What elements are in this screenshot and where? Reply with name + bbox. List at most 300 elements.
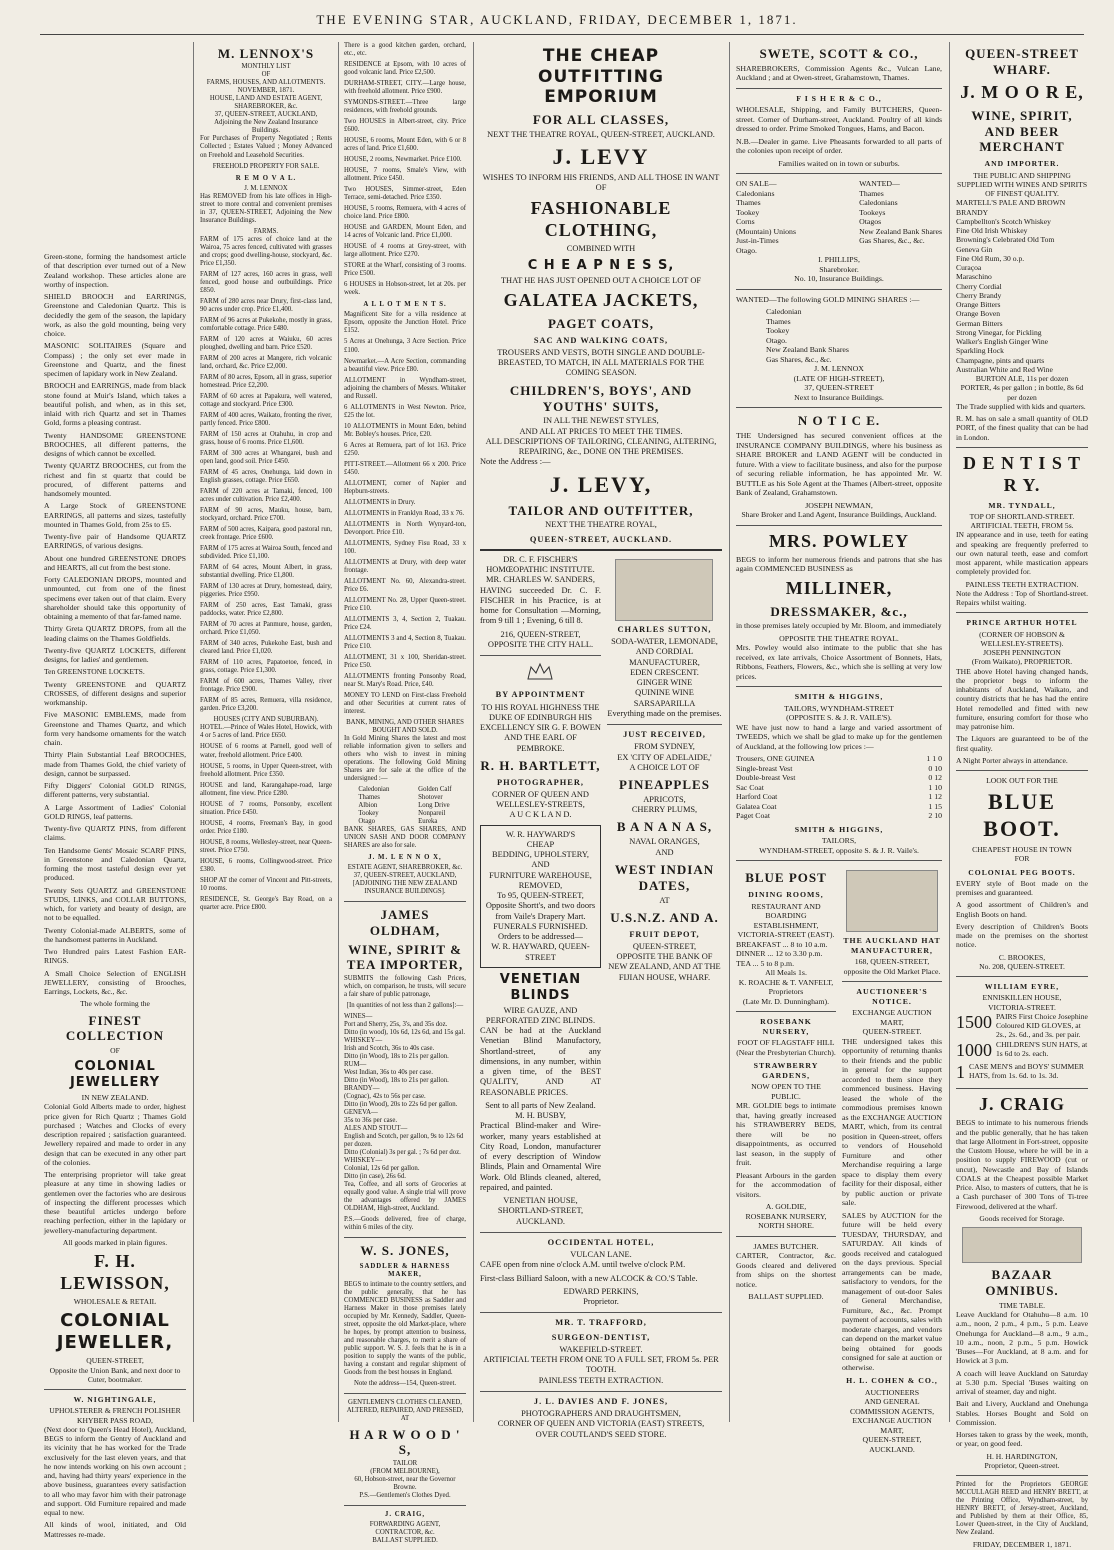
funerals-text: FUNERALS FURNISHED. [493, 921, 588, 931]
wakefield-text: WAKEFIELD-STREET. [559, 1344, 643, 1354]
exch-qs-text: QUEEN-STREET. [862, 1027, 922, 1037]
paget-heading: PAGET COATS, [548, 315, 654, 331]
sanders-addr: 216, QUEEN-STREET, [500, 629, 581, 639]
bank-text: In Gold Mining Shares the latest and most reliable information given to sellers and others who wish to invest in mining operations. The following Gold Mining Shares are for sale at the office of the undersigned :— [344, 735, 466, 783]
bait-text: Bait and Livery, Auckland and Onehunga Stables. Horses Bought and Sold on Commission. [956, 1399, 1088, 1427]
spirit-item: Sparkling Hock [956, 346, 1004, 356]
for-text: FOR [1014, 854, 1030, 864]
burton-text: BURTON ALE, 11s per dozen [975, 374, 1069, 383]
oldham-name: JAMES OLDHAM, [369, 907, 441, 938]
venetian-heading: VENETIAN BLINDS [499, 971, 582, 1003]
shortland-text: SHORTLAND-STREET, AUCKLAND. [497, 1206, 584, 1226]
price-row [736, 783, 942, 793]
liquors-text: The Liquors are guaranteed to be of the first quality. [956, 734, 1088, 753]
allotment-listing: ALLOTMENT, 31 x 100, Sheridan-street. Price £50. [344, 654, 466, 670]
column-5 [732, 42, 946, 1454]
divider [956, 770, 1088, 771]
allotments-heading: A L L O T M E N T S. [363, 301, 447, 309]
sarsa-text: SARSAPARILLA [633, 698, 696, 708]
moore-name: J. M O O R E, [960, 81, 1084, 102]
spirit-item: MARTELL'S PALE AND BROWN BRANDY [956, 198, 1066, 217]
timetable-text: TIME TABLE. [998, 1300, 1046, 1310]
spirit-item: Strong Vinegar, for Pickling [956, 327, 1042, 337]
colonial-heading: COLONIAL PEG BOOTS. [968, 867, 1076, 877]
choice-text: A CHOICE LOT OF [629, 762, 700, 772]
jewellery-item: Twenty-five QUARTZ LOCKETS, different designs, for ladies' and gentlemen. [44, 645, 186, 664]
monthly-list: MONTHLY LIST [241, 63, 291, 71]
cheapness-heading: C H E A P N E S S, [527, 257, 675, 273]
farm-listing: FARM of 60 acres at Papakura, well watered, cottage and stockyard. Price £300. [200, 392, 332, 408]
price-value: 1 1 0 [926, 754, 942, 764]
billiard-text: First-class Billiard Saloon, with a new ALCOCK & CO.'S Table. [480, 1273, 698, 1283]
allotment-listing: ALLOTMENTS at Drury, with deep water frontage. [344, 558, 466, 574]
sale-item: Corns [736, 217, 755, 227]
busby-text: Practical Blind-maker and Wire-worker, many years established at City Road, London, manufacturer of every description of Window Blinds, Plain and Ornamental Wire Work. Old Blinds cleaned, altered, repaired, and painted. [480, 1121, 601, 1192]
house-listing: HOUSE, 5 rooms, in Upper Queen-street, with freehold allotment. Price £350. [200, 762, 332, 778]
bedding-text: BEDDING, UPHOLSTERY, [492, 850, 589, 860]
farm-listing: FARM of 250 acres, East Tamaki, grass paddocks, water. Price £2,800. [200, 602, 332, 618]
painless-text: PAINLESS TEETH EXTRACTION. [538, 1375, 664, 1385]
printed-text: Printed for the Proprietors GEORGE MCCULLAGH REED and HENRY BRETT, at the Printing Office, Wyndham-street, by HENRY BRETT, of Jersey-street, Auckland, and Published by them at their Office, 85, Lower Queen-street, in the City of Auckland, New Zealand. [956, 1481, 1088, 1537]
storage-text: Goods received for Storage. [979, 1213, 1065, 1223]
families-text: Families waited on in town or suburbs. [778, 158, 900, 168]
trafford-name: MR. T. TRAFFORD, [555, 1318, 647, 1328]
fisher-name: F I S H E R & C O., [796, 93, 882, 103]
wanted2-text: WANTED—The following GOLD MINING SHARES :— [736, 294, 920, 304]
nightingale-name: W. NIGHTINGALE, [73, 1395, 157, 1404]
allotment-listing: ALLOTMENTS in North Wynyard-ton, Devonport. Price £10. [344, 520, 466, 536]
mattresses-text: All kinds of wool, initiated, and Old Mattresses re-made. [44, 1520, 186, 1539]
corner-text: CORNER OF QUEEN AND VICTORIA (EAST) STREETS, [497, 1419, 705, 1429]
presby-text: (Near the Presbyterian Church). [736, 1047, 836, 1057]
jewellery-item: Ten Handsome Gents' Mosaic SCARF PINS, in Greenstone and Caledonian Quartz, forming the most tasteful design ever yet produced. [44, 845, 186, 883]
farms-heading: FARMS. [253, 227, 279, 235]
rosebank2-text: ROSEBANK NURSERY, [745, 1211, 827, 1221]
theatre-text: NEXT THE THEATRE ROYAL, [545, 520, 657, 530]
intro-text: Green-stone, forming the handsomest article of that description ever turned out of a New Zealand workshop. These articles alone are worthy of inspection. [44, 252, 186, 289]
allotment-listings [344, 311, 466, 689]
jewellery-item: A Small Choice Selection of ENGLISH JEWELLERY, consisting of Brooches, Earrings, Lockets, &c., &c. [44, 968, 186, 996]
shares-right [418, 786, 451, 826]
appointment-heading: BY APPOINTMENT [495, 690, 586, 700]
public-text: THE PUBLIC AND SHIPPING SUPPLIED WITH WINES AND SPIRITS OF FINEST QUALITY. [956, 170, 1088, 198]
divider [344, 901, 466, 902]
spirits-list [956, 198, 1088, 374]
saddler-heading: SADDLER & HARNESS MAKER, [359, 1262, 451, 1278]
column-4 [476, 42, 726, 1439]
shares-list [344, 786, 466, 826]
goldie-name: A. GOLDIE, [765, 1202, 807, 1212]
sale-item: Just-in-Times [736, 236, 779, 246]
arbours-text: Pleasant Arbours in the garden for the accommodation of visitors. [736, 1170, 836, 1199]
spirit-item: Australian White and Red Wine [956, 364, 1053, 374]
allotment-listing: ALLOTMENT No. 60, Alexandra-street. Price £6. [344, 577, 466, 593]
horses-text: Horses taken to grass by the week, month, or year, on good feed. [956, 1430, 1088, 1449]
spirit-item: Orange Boven [956, 309, 1001, 319]
divider [736, 686, 942, 687]
on-sale-heading: ON SALE— [736, 179, 777, 189]
column-3 [340, 42, 470, 1544]
divider [842, 981, 942, 982]
tyndall-name: MR. TYNDALL, [988, 500, 1056, 510]
share-item: Shotover [418, 794, 443, 802]
city-hall: OPPOSITE THE CITY HALL. [487, 639, 594, 649]
plain-figures-text: All goods marked in plain figures. [62, 1237, 168, 1247]
price-value: 1 12 [928, 792, 942, 802]
price-value: 0 10 [928, 763, 942, 773]
restaurant-text: RESTAURANT AND BOARDING [751, 901, 821, 921]
price-line: (Cognac), 42s to 56s per case. [344, 1092, 426, 1100]
allotment-listing: ALLOTMENTS 3, 4, Section 2, Tuakau. Price £24. [344, 615, 466, 631]
farm-listing: FARM of 280 acres near Drury, first-class land, 90 acres under crop. Price £1,400. [200, 297, 332, 313]
farm-listing: FARM of 80 acres, Epsom, all in grass, superior homestead. Price £2,200. [200, 373, 332, 389]
price-line: Ditto (in Wood), 18s to 21s per gallon. [344, 1076, 449, 1084]
lookout-text: LOOK OUT FOR THE [986, 776, 1058, 786]
cafe-text: CAFE open from nine o'clock A.M. until twelve o'clock P.M. [480, 1260, 686, 1270]
usnz-heading: U.S.N.Z. AND A. [610, 909, 719, 925]
share-item: Eureka [418, 818, 438, 826]
price-value: 2 10 [928, 811, 942, 821]
note-text: Note the Address :— [480, 457, 551, 467]
divider [480, 1232, 722, 1233]
ps-text: P.S.—Gentlemen's Clothes Dyed. [359, 1491, 451, 1499]
jewellery-item: Five MASONIC EMBLEMS, made from Greenstone and Thames Quartz, and which form very handsome ornaments for the watch chain. [44, 710, 186, 747]
wholesale-text: WHOLESALE & RETAIL [73, 1297, 157, 1307]
auct-text: THE undersigned takes this opportunity of returning thanks to their friends and the public in general for the support accorded to them since they commenced business. Having leased the whole of the commodious premises known as the EXCHANGE AUCTION MART, which, from its central position in Queen-street, offers to vendors of Household Furniture and other Merchandise requiring a large space to display them every facility for their disposal, either by public auction or private sale. [842, 1036, 942, 1208]
price-line: Port and Sherry, 25s, 3's, and 35s doz. [344, 1020, 448, 1028]
farm-listing: FARM of 120 acres at Waiuku, 60 acres ploughed, dwelling and barn. Price £520. [200, 335, 332, 351]
meal-time: BREAKFAST ... 8 to 10 a.m. [736, 939, 828, 949]
saddler-note: Note the address—154, Queen-street. [353, 1379, 457, 1387]
property-listing: HOUSE and GARDEN, Mount Eden, and 14 acres of Volcanic land. Price £1,000. [344, 224, 466, 240]
farm-listing: FARM of 300 acres at Whangarei, bush and open land, good soil. Price £450. [200, 450, 332, 466]
apricots-text: APRICOTS, [643, 794, 686, 804]
coutland-text: OVER COUTLAND'S SEED STORE. [535, 1429, 667, 1439]
tailors2-text: TAILORS, [821, 836, 857, 846]
farm-listings [200, 236, 332, 714]
insurance-text: No. 10, Insurance Buildings. [794, 274, 884, 284]
orders-text: Orders to be addressed— [498, 932, 583, 942]
colonial-text: Colonial Gold Alberts made to order, highest price given for Rich Quartz ; Thames Gold purchased ; Watches and Clocks of every description repaired ; satisfaction guaranteed. Jewellery repaired and made to order in any design that can be executed in any other part of the colonies. [44, 1102, 186, 1167]
late-text: (LATE OF HIGH-STREET), [793, 373, 885, 383]
jewellery-item: Twenty QUARTZ BROOCHES, cut from the richest and fin st quartz that could be procured, of different patterns and handsomely mounted. [44, 461, 186, 498]
coach-text: A coach will leave Auckland on Saturday at 5.30 p.m. Special 'Buses waiting on arrival of steamer, day and night. [956, 1368, 1088, 1397]
ballast-text: BALLAST SUPPLIED. [748, 1292, 824, 1302]
price-item: Harford Coat [736, 792, 778, 802]
column-6 [952, 42, 1092, 1550]
tailoring-text: ALL DESCRIPTIONS OF TAILORING, CLEANING, ALTERING, REPAIRING, &c., DONE ON THE PREMISES. [485, 436, 717, 457]
fisher-text: WHOLESALE, Shipping, and Family BUTCHERS, Queen-street. Corner of Durham-street, Auckland. Poultry of all kinds dressed to order. Prime Smoked Tongues, Hams, and Bacon. [736, 105, 942, 134]
craig-name: J. CRAIG [978, 1094, 1065, 1115]
crest-icon [480, 661, 601, 686]
dining-heading: DINING ROOMS, [748, 890, 824, 900]
tailors-text: TAILORS, WYNDHAM-STREET [784, 703, 894, 713]
hayward-box [480, 825, 601, 968]
column-divider [193, 42, 194, 1422]
divider [344, 1505, 466, 1506]
price-row [736, 811, 942, 821]
oldham-text: SUBMITS the following Cash Prices, which, on comparison, he trusts, will secure a fair share of public patronage, [344, 974, 466, 998]
milliner-heading: MILLINER, [785, 577, 893, 598]
adjoining-text: Adjoining the New Zealand Insurance Buildings. [214, 119, 318, 135]
wyndham-text: WYNDHAM-STREET, opposite S. & J. R. Vaile's. [759, 845, 919, 855]
lewisson-name: F. H. LEWISSON, [60, 1251, 170, 1294]
jmlennox-name: J. M. LENNOX [814, 364, 864, 374]
cherry-text: CHERRY PLUMS, [631, 805, 698, 815]
wanted2-item: Otago. [766, 335, 788, 345]
price-line: Colonial, 12s 6d per gallon. [344, 1165, 420, 1173]
galatea-heading: GALATEA JACKETS, [503, 289, 699, 310]
hobson-text: 60, Hobson-street, near the Governor Browne. [354, 1475, 456, 1491]
allotment-listing: Newmarket.—A Acre Section, commanding a beautiful view. Price £80. [344, 357, 466, 373]
november: NOVEMBER, 1871. [237, 87, 295, 95]
house-listing: HOUSE, 4 rooms, Freeman's Bay, in good order. Price £180. [200, 819, 332, 835]
column-2 [196, 42, 336, 1422]
victoria-text: VICTORIA-STREET (EAST). [737, 930, 835, 940]
hatmfr-heading: THE AUCKLAND HAT MANUFACTURER, [843, 936, 941, 955]
nextins-text: Next to Insurance Buildings. [794, 392, 884, 402]
sale-item: Otago. [736, 245, 758, 255]
colonial-heading: COLONIAL JEWELLERY [69, 1059, 161, 1091]
wanted-item: Gas Shares, &c., &c. [859, 236, 925, 246]
trade-text: The Trade supplied with kids and quarters. [956, 401, 1086, 411]
divider [736, 1011, 836, 1012]
sales-text: SALES by AUCTION for the future will be held every TUESDAY, THURSDAY, and SATURDAY. All kinds of goods received and catalogued on the days previous. Special arrangements can be made, satisfactory to vendors, for the management of out-door Sales of General Merchandise, Furniture, &c., &c. Prompt payment of accounts, sales with moderate charges, and vendors can depend on the market value being obtained for goods consigned for sale at auction or otherwise. [842, 1210, 942, 1372]
wanted-list [859, 179, 942, 255]
cheap-text: CHEAP [526, 839, 555, 849]
venetian-text: CAN be had at the Auckland Venetian Blind Manufactory, Shortland-street, of any dimensions, in any number, within a given time, of the BEST QUALITY, AND AT REASONABLE PRICES. [480, 1026, 601, 1097]
wid-heading: WEST INDIAN DATES, [614, 861, 715, 893]
divider [480, 655, 601, 656]
teeth-text: ARTIFICIAL TEETH FROM ONE TO A FULL SET, FROM 5s. PER TOOTH. [483, 1355, 719, 1375]
hats-text: CHILDREN'S SUN HATS, at 1s 6d to 2s. each. [996, 1039, 1088, 1058]
property-listing: SYMONDS-STREET.—Three large residences, with freehold grounds. [344, 99, 466, 115]
price-item: Single-breast Vest [736, 763, 793, 773]
spirit-item: Fine Old Irish Whiskey [956, 226, 1028, 235]
rosebank-heading: ROSEBANK NURSERY, [760, 1017, 812, 1036]
importer-heading: AND IMPORTER. [984, 159, 1060, 169]
share-item: Nonpareil [418, 810, 446, 818]
furniture-text: FURNITURE WAREHOUSE, [489, 870, 592, 880]
jewellery-item: Twenty Colonial-made ALBERTS, some of the handsomest patterns in Auckland. [44, 925, 186, 944]
forwarding-text: FORWARDING AGENT, [369, 1520, 441, 1528]
farm-listing: FARM of 90 acres, Mauku, house, barn, stockyard, orchard. Price £700. [200, 507, 332, 523]
sale-item: Caledonians [736, 188, 775, 198]
allotment-listing: ALLOTMENTS in Franklyn Road, 33 x 76. [344, 509, 465, 517]
divider [736, 289, 942, 290]
price-line: Ditto (Colonial) 3s per gal. ; 7s 6d per doz. [344, 1149, 461, 1157]
jml-name: J. M. L E N N O X, [368, 854, 442, 862]
finest-heading: FINEST COLLECTION [65, 1012, 165, 1044]
case-row [956, 1062, 1088, 1084]
wishes-text: WISHES TO INFORM HIS FRIENDS, AND ALL THOSE IN WANT OF [482, 173, 720, 193]
oldham-note: [In quantities of not less than 2 gallons]:— [346, 1001, 464, 1009]
hayward-name: W. R. HAYWARD'S [505, 829, 576, 839]
property-listing: HOUSE, 2 rooms, Newmarket. Price £100. [344, 156, 462, 164]
money-text: MONEY TO LEND on First-class Freehold and other Securities at current rates of interest. [344, 692, 466, 716]
establishment-text: ESTABLISHMENT, [753, 920, 819, 930]
nzbank-text: New Zealand Bank Shares [766, 345, 849, 355]
spirit-item: Champagne, pints and quarts [956, 355, 1045, 365]
wanted2-list [736, 307, 942, 345]
jewellery-item: Ten GREENSTONE LOCKETS. [44, 667, 145, 677]
times-text: Leave Auckland for Otahuhu—8 a.m. 10 a.m., noon, 2 p.m., 4 p.m., 5 p.m. Leave Onehunga for Auckland—8 a.m., 9 a.m., 10 a.m., noon, 2 p.m., 5 p.m. Howick 'Buses—For Auckland, at 8 a.m. and for Howick at 3 p.m. [956, 1310, 1088, 1366]
fischer-heading: DR. C. F. FISCHER'S HOMŒOPATHIC INSTITUTE. [486, 554, 595, 575]
divider [736, 860, 942, 861]
carter-text: CARTER, Contractor, &c. Goods cleared and delivered from ships on the shortest notice. [736, 1251, 836, 1289]
n1000: 1000 [956, 1039, 992, 1060]
house-listing: RESIDENCE, St. George's Bay Road, on a quarter acre. Price £800. [200, 895, 332, 911]
notice-text: THE Undersigned has secured convenient offices at the INSURANCE COMPANY BUILDINGS, where his business as SHARE BROKER and LAND AGENT will be conducted in future. With a view to facilitate business, and also for the purpose of securing reliable information, he has appointed Mr. W. BUTTLE as his Sole Agent at the Thames (Albert-street, opposite Bank of Zealand, Grahamstown. [736, 431, 942, 498]
prince-heading: PRINCE ARTHUR HOTEL [966, 618, 1078, 628]
house-listing: HOUSE, 6 rooms, Collingwood-street. Price £380. [200, 857, 332, 873]
next-text: NEXT THE THEATRE ROYAL, QUEEN-STREET, AUCKLAND. [487, 130, 715, 140]
wsjones-name: W. S. JONES, [360, 1243, 450, 1259]
cordial-text: AND CORDIAL MANUFACTURER, [629, 647, 700, 667]
soda-machine-illustration [615, 559, 713, 621]
queen-text: QUEEN-STREET, AUCKLAND. [529, 534, 673, 544]
n1500: 1500 [956, 1011, 992, 1032]
sale-item: (Mountain) Unions [736, 226, 796, 236]
col4-split [480, 555, 722, 1227]
farm-listing: FARM of 85 acres, Remuera, villa residence, garden. Price £3,200. [200, 697, 332, 713]
divider [736, 407, 942, 408]
queenst-heading: QUEEN-STREET WHARF. [965, 46, 1079, 77]
tailor-text: TAILOR [392, 1459, 418, 1467]
spirit-item: Browning's Celebrated Old Tom [956, 235, 1055, 245]
allotment-listing: PITT-STREET.—Allotment 66 x 200. Price £450. [344, 460, 466, 476]
house-listing: HOUSE, 8 rooms, Wellesley-street, near Queen-street. Price £750. [200, 838, 332, 854]
allotment-listing: ALLOTMENT, corner of Napier and Hepburn-streets. [344, 479, 466, 495]
corner-text: (CORNER OF HOBSON & WELLESLEY-STREETS). [979, 629, 1065, 648]
price-row [736, 773, 942, 783]
sale-wanted-lists [736, 179, 942, 255]
dunningham-text: (Late Mr. D. Dunningham). [742, 996, 830, 1006]
trousers-text: TROUSERS AND VESTS, BOTH SINGLE AND DOUBLE-BREASTED, TO MATCH, IN ALL MATERIALS FOR THE COMING SEASON. [497, 347, 705, 378]
blueboot-heading: BLUE BOOT. [983, 789, 1061, 842]
swete-text: SHAREBROKERS, Commission Agents &c., Vulcan Lane, Auckland ; and at Owen-street, Grahamstown, Thames. [736, 63, 942, 83]
masthead-rule [40, 34, 1084, 35]
artificial-text: ARTIFICIAL TEETH, FROM 5s. [970, 521, 1074, 531]
butcher-name: JAMES BUTCHER. [753, 1241, 819, 1251]
newman-title: Share Broker and Land Agent, Insurance Buildings, Auckland. [741, 510, 937, 520]
fashionable-heading: FASHIONABLE CLOTHING, [530, 197, 672, 240]
n1: 1 [956, 1061, 965, 1082]
farm-listing: FARM of 70 acres at Panmure, house, garden, orchard. Price £1,050. [200, 621, 332, 637]
premises-text: in those premises lately occupied by Mr. Bloom, and immediately [736, 621, 942, 631]
whole-text: The whole forming the [80, 999, 150, 1009]
perkins-name: EDWARD PERKINS, [563, 1286, 639, 1296]
photo2-text: PHOTOGRAPHERS AND DRAUGHTSMEN, [521, 1409, 681, 1419]
boot-text: EVERY style of Boot made on the premises and guaranteed. [956, 878, 1088, 898]
opp-text: OPPOSITE THE THEATRE ROYAL. [779, 633, 899, 643]
wire-text: WIRE GAUZE, AND PERFORATED ZINC BLINDS. [485, 1005, 596, 1025]
powley-text: BEGS to inform her numerous friends and patrons that she has again COMMENCED BUSINESS as [736, 554, 942, 574]
ballast-text: BALLAST SUPPLIED. [372, 1536, 438, 1544]
price-line: West Indian, 36s to 40s per case. [344, 1068, 433, 1076]
price-line: WHISKEY— [344, 1157, 383, 1165]
childrens-heading: CHILDREN'S, BOYS', AND YOUTHS' SUITS, [509, 382, 693, 414]
craig-text: BEGS to intimate to his numerous friends and the public generally, that he has taken that large Allotment in Fort-street, opposite the Custom House, where he will be in a position to supply FIREWOOD (cut or uncut), Newcastle and Bay of Islands COALS at the Cheapest possible Market Price. Also, to masters of cutters, that he is a Cash purchaser of 300 Tons of Ti-tree Firewood, delivered at the wharf. [956, 1118, 1088, 1211]
kid-text: PAIRS First Choice Josephine Coloured KID GLOVES, at 2s., 2s. 6d., and 3s. per pair. [996, 1011, 1088, 1040]
spirit-item: Fine Old Rum, 30 o.p. [956, 253, 1025, 263]
house-listing: HOUSE and land, Karangahape-road, large allotment, fine view. Price £280. [200, 781, 332, 797]
price-line: 35s to 36s per case. [344, 1117, 398, 1125]
allotment-listing: 6 ALLOTMENTS in West Newton. Price, £25 the lot. [344, 403, 466, 419]
eyre-name: WILLIAM EYRE, [984, 982, 1060, 992]
price-line: RUM— [344, 1060, 367, 1068]
moore-note: R. M. has on sale a small quantity of OLD PORT, of the finest quality that can be had in London. [956, 414, 1088, 442]
col4-right [607, 555, 722, 1227]
share-item: Golden Calf [418, 786, 452, 794]
hat-illustration [846, 870, 938, 932]
farm-listing: FARM of 600 acres, Thames Valley, river frontage. Price £900. [200, 678, 332, 694]
adelaide-text: EX 'CITY OF ADELAIDE,' [617, 752, 712, 762]
shares-left [358, 786, 389, 826]
divider [736, 1236, 836, 1237]
price-line: BRANDY— [344, 1084, 380, 1092]
prices-text: AND ALL AT PRICES TO MEET THE TIMES. [519, 426, 683, 436]
hotel-text: THE above Hotel having changed hands, the proprietor begs to inform the inhabitants of Auckland, Waikato, and country districts that he has had the entire Hotel remodelled and fitted with new furniture, ensuring comfort for those who may patronise him. [956, 666, 1088, 732]
fisher-nb: N.B.—Dealer in game. Live Pheasants forwarded to all parts of the colonies upon receipt of order. [736, 136, 942, 156]
and-text: AND [655, 847, 674, 857]
price-line: ALES AND STOUT— [344, 1125, 408, 1133]
vhouse-text: VENETIAN HOUSE, [503, 1196, 578, 1206]
ginger-text: GINGER WINE [636, 678, 693, 688]
divider [956, 612, 1088, 613]
divider [956, 1088, 1088, 1089]
harding-name: H. H. HARDINGTON, [986, 1451, 1058, 1461]
tyndall-text: IN appearance and in use, teeth for eating and speaking are frequently preferred to our own natural teeth, ease and comfort most apparent, while mastication appears completely provided for. [956, 530, 1088, 577]
fruit-heading: FRUIT DEPOT, [629, 929, 700, 939]
share-item: Otago [358, 818, 376, 826]
swete-name: SWETE, SCOTT & CO., [759, 46, 919, 61]
col5-left [736, 866, 836, 1454]
at-text: AT [659, 895, 670, 905]
enniskillen-text: ENNISKILLEN HOUSE, [982, 993, 1062, 1003]
wanted-item: Thames [859, 188, 884, 198]
everything-text: Everything made on the premises. [607, 708, 722, 718]
spirit-item: Campbellton's Scotch Whiskey [956, 216, 1051, 226]
bartlett-addr: CORNER OF QUEEN AND WELLESLEY-STREETS, [491, 789, 589, 810]
spirit-item: Curaçoa [956, 263, 982, 272]
divider [736, 88, 942, 89]
just-received: JUST RECEIVED, [623, 730, 706, 740]
soda-text: SODA-WATER, LEMONADE, [611, 637, 718, 647]
price-line: WHISKEY— [344, 1036, 383, 1044]
freehold-text: FREEHOLD PROPERTY FOR SALE. [212, 162, 320, 170]
farm-listing: FARM of 96 acres at Pukekohe, mostly in grass, comfortable cottage. Price £480. [200, 316, 332, 332]
outfitter-heading: TAILOR AND OUTFITTER, [508, 502, 694, 518]
column-divider [473, 42, 474, 1422]
allotment-listing: 10 ALLOTMENTS in Mount Eden, behind Mr. Bobley's houses. Price, £20. [344, 422, 466, 438]
powley-text2: Mrs. Powley would also intimate to the public that she has received, ex late arrivals, Choice Assortment of Bonnets, Hats, Ribbons, Feathers, Flowers, &c., which she is selling at very low prices. [736, 643, 942, 681]
northshore-text: NORTH SHORE. [758, 1221, 814, 1231]
brookes-addr: No. 208, QUEEN-STREET. [979, 961, 1065, 971]
opened-text: THAT HE HAS JUST OPENED OUT A CHOICE LOT OF [500, 275, 702, 285]
q37-text: 37, QUEEN-STREET [804, 383, 874, 393]
tea2-text: P.S.—Goods delivered, free of charge, within 6 miles of the city. [344, 1216, 466, 1232]
price-line: Ditto (in Wood), 20s to 22s 6d per gallon. [344, 1100, 458, 1108]
nightingale-text: (Next door to Queen's Head Hotel), Auckland, BEGS to inform the Gentry of Auckland and its vicinity that he has worked for the Trade exclusively for the last eleven years, and that he now intends working on his own account ; and, having had thirty years' experience in the above business, guarantees every satisfaction to all who may favor him with their patronage and support. Old Furniture repaired and made equal to new. [44, 1424, 186, 1517]
allotment-listing: ALLOTMENTS 3 and 4, Section 8, Tuakau. Price £10. [344, 634, 466, 650]
photographer-heading: PHOTOGRAPHER, [496, 777, 585, 787]
price-item: Sac Coat [736, 782, 764, 792]
saddler-text: BEGS to intimate to the country settlers, and the public generally, that he has COMMENCED BUSINESS as Saddler and Harness Maker in those premises lately occupied by Mr. Kennedy, Saddler, Queen-street, opposite the old Market-place, where he hopes, by prompt attention to business, and reasonable charges, to merit a share of public support. W. S. J. feels that he is in a position to supply the wants of the public, having a constant and regular shipment of Goods from the best houses in England. [344, 1280, 466, 1376]
purchases-text: For Purchases of Property Negotiated ; Rents Collected ; Estates Valued ; Money Advanced on Freehold and Leasehold Securities. [200, 135, 332, 159]
commission-text: AND GENERAL COMMISSION AGENTS, [849, 1397, 935, 1416]
removed-text: REMOVED, [518, 880, 563, 890]
